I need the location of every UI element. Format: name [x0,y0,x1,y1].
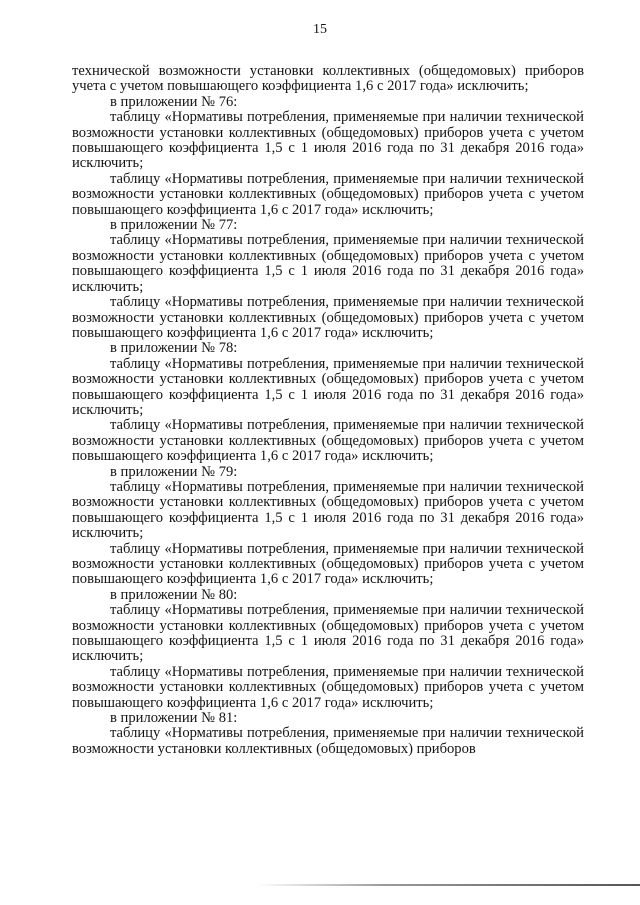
paragraph-item: таблицу «Нормативы потребления, применяемые при наличии технической возможности установки коллективных (общедомовых) приборов учета с учетом повышающего коэффициента 1,5 с 1 июля 2016 года по 31 декабря 2016 года» исключить; [72,602,584,665]
paragraph-item: таблицу «Нормативы потребления, применяемые при наличии технической возможности установки коллективных (общедомовых) приборов учета с учетом повышающего коэффициента 1,6 с 2017 года» исключить; [72,417,584,465]
appendix-heading-76: в приложении № 76: [110,93,238,110]
paragraph-item: таблицу «Нормативы потребления, применяемые при наличии технической возможности установки коллективных (общедомовых) приборов учета с учетом повышающего коэффициента 1,6 с 2017 года» исключить; [72,170,584,218]
paragraph-continuation: технической возможности установки коллективных (общедомовых) приборов учета с учетом повышающего коэффициента 1,6 с 2017 года» исключить; [72,63,584,95]
paragraph-item: таблицу «Нормативы потребления, применяемые при наличии технической возможности установки коллективных (общедомовых) приборов учета с учетом повышающего коэффициента 1,6 с 2017 года» исключить; [72,540,584,588]
paragraph-item: таблицу «Нормативы потребления, применяемые при наличии технической возможности установки коллективных (общедомовых) приборов [72,725,584,757]
page-number: 15 [313,22,327,37]
paragraph-item: таблицу «Нормативы потребления, применяемые при наличии технической возможности установки коллективных (общедомовых) приборов учета с учетом повышающего коэффициента 1,5 с 1 июля 2016 года по 31 декабря 2016 года» исключить; [72,109,584,172]
appendix-heading-80: в приложении № 80: [110,586,238,603]
scan-edge-line [0,884,640,886]
document-body [72,64,584,757]
appendix-heading-78: в приложении № 78: [110,340,238,357]
paragraph-item: таблицу «Нормативы потребления, применяемые при наличии технической возможности установки коллективных (общедомовых) приборов учета с учетом повышающего коэффициента 1,5 с 1 июля 2016 года по 31 декабря 2016 года» исключить; [72,478,584,542]
appendix-heading-81: в приложении № 81: [110,710,238,727]
appendix-heading-77: в приложении № 77: [110,217,238,234]
paragraph-item: таблицу «Нормативы потребления, применяемые при наличии технической возможности установки коллективных (общедомовых) приборов учета с учетом повышающего коэффициента 1,5 с 1 июля 2016 года по 31 декабря 2016 года» исключить; [72,232,584,295]
paragraph-item: таблицу «Нормативы потребления, применяемые при наличии технической возможности установки коллективных (общедомовых) приборов учета с учетом повышающего коэффициента 1,6 с 2017 года» исключить; [72,663,584,711]
paragraph-item: таблицу «Нормативы потребления, применяемые при наличии технической возможности установки коллективных (общедомовых) приборов учета с учетом повышающего коэффициента 1,6 с 2017 года» исключить; [72,294,584,341]
paragraph-item: таблицу «Нормативы потребления, применяемые при наличии технической возможности установки коллективных (общедомовых) приборов учета с учетом повышающего коэффициента 1,5 с 1 июля 2016 года по 31 декабря 2016 года» исключить; [72,355,584,418]
appendix-heading-79: в приложении № 79: [110,463,238,480]
